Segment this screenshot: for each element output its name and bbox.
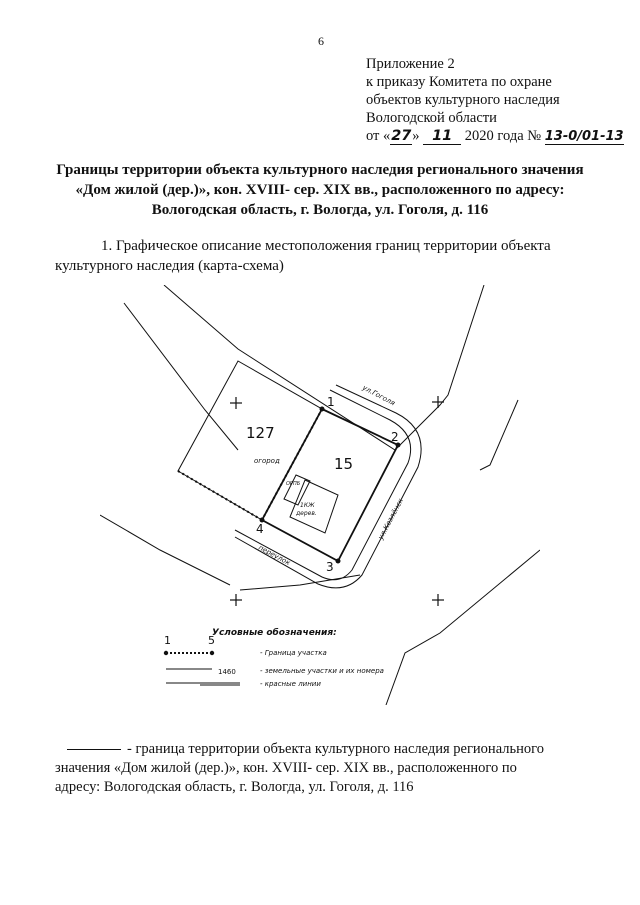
legend-number: 1460 <box>218 668 236 676</box>
appendix-line: объектов культурного наследия <box>366 92 560 108</box>
title-line: Границы территории объекта культурного наследия регионального значения <box>56 162 584 178</box>
parcel-number-127: 127 <box>246 424 275 442</box>
point-label-3: 3 <box>326 560 334 574</box>
parcel-number-15: 15 <box>334 455 354 473</box>
document-title <box>40 160 600 220</box>
date-prefix: от « <box>366 128 391 144</box>
point-label-2: 2 <box>391 430 399 444</box>
legend-title: Условные обозначения: <box>212 628 337 638</box>
street-label-right: ул.Козлёнск <box>376 497 406 541</box>
appendix-line: Приложение 2 <box>366 56 455 72</box>
section-line: 1. Графическое описание местоположения границ территории объекта <box>101 238 551 254</box>
section-line: культурного наследия (карта-схема) <box>55 258 284 274</box>
caption-line: значения «Дом жилой (дер.)», кон. XVIII- сер. XIX вв., расположенного по <box>55 760 517 776</box>
garden-label: огород <box>254 457 280 465</box>
house-label: 1КЖ <box>300 502 315 509</box>
red-line-outer <box>235 385 421 588</box>
caption-line: адресу: Вологодская область, г. Вологда, ул. Гоголя, д. 116 <box>55 779 414 795</box>
lower-left-line <box>100 515 230 585</box>
date-mid: » <box>412 128 420 144</box>
appendix-line: к приказу Комитета по охране <box>366 74 552 90</box>
appendix-date-line <box>366 127 624 145</box>
caption-dash <box>67 749 121 750</box>
title-line: «Дом жилой (дер.)», кон. XVIII- сер. XIX вв., расположенного по адресу: <box>75 182 565 198</box>
site-plan-map <box>100 285 540 705</box>
date-year: 2020 года № <box>464 128 542 144</box>
left-boundary <box>124 303 238 450</box>
caption-text: - граница территории объекта культурного наследия регионального <box>127 741 544 757</box>
order-number: 13-0/01-13 <box>544 129 624 144</box>
point-label-4: 4 <box>256 522 264 536</box>
house-sub-label: дерев. <box>296 510 317 517</box>
appendix-line: Вологодской области <box>366 110 497 126</box>
map-caption <box>55 740 601 797</box>
street-block-top <box>164 285 484 450</box>
street-block-right-top <box>480 400 518 470</box>
legend-point-a: 1 <box>164 634 171 647</box>
street-label-gogolya: ул.Гоголя <box>361 383 397 408</box>
appendix-block <box>366 55 624 145</box>
legend-point-b: 5 <box>208 634 215 647</box>
date-month: 11 <box>423 129 461 145</box>
legend-item-red-lines: - красные линии <box>260 680 321 688</box>
legend-item-parcels: - земельные участки и их номера <box>260 667 384 675</box>
title-line: Вологодская область, г. Вологда, ул. Гоголя, д. 116 <box>151 202 489 218</box>
date-day: 27 <box>391 128 412 144</box>
street-block-right-bottom <box>386 550 540 705</box>
legend-item-boundary: - Граница участка <box>260 649 327 657</box>
lane-label: переулок <box>257 543 292 568</box>
point-label-1: 1 <box>327 395 335 409</box>
section-heading <box>55 236 601 276</box>
caption-line <box>55 740 601 759</box>
page-number: 6 <box>318 34 324 48</box>
shed-label: ОРПБ <box>286 481 301 487</box>
